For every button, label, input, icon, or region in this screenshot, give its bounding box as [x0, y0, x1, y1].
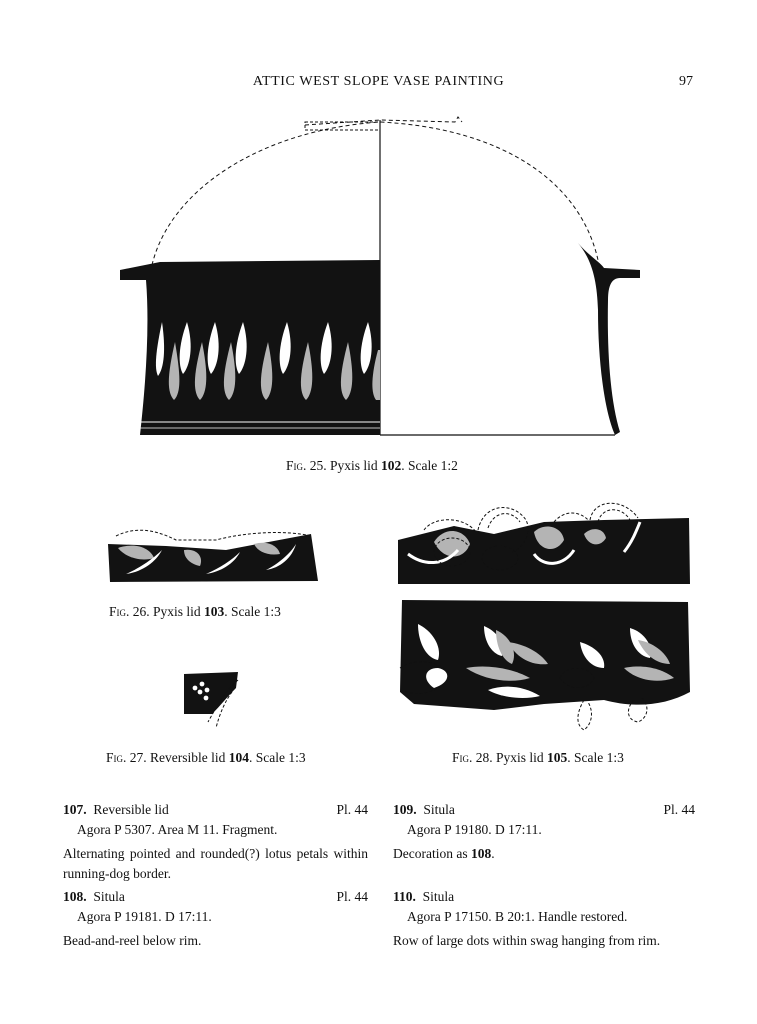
entry-description: Row of large dots within swag hanging from rim.: [393, 933, 661, 948]
fig26-drawing: [106, 526, 321, 588]
entry-number: 108.: [63, 889, 87, 904]
fig25-caption: Fig. 25. Pyxis lid 102. Scale 1:2: [286, 458, 458, 473]
entry-description: Bead-and-reel below rim.: [63, 933, 202, 948]
entry-provenance: Agora P 19181. D 17:11.: [77, 909, 212, 924]
entry-title: Reversible lid: [93, 802, 169, 817]
running-head: ATTIC WEST SLOPE VASE PAINTING: [252, 74, 505, 89]
fig27-drawing: [182, 670, 247, 732]
fig26-caption: Fig. 26. Pyxis lid 103. Scale 1:3: [109, 604, 281, 619]
entry-number: 109.: [393, 802, 417, 817]
fig28-caption: Fig. 28. Pyxis lid 105. Scale 1:3: [452, 750, 624, 765]
entry-description: Alternating pointed and rounded(?) lotus petals within running-dog border.: [63, 846, 368, 881]
fig25-drawing: [110, 110, 650, 445]
plate-ref: Pl. 44: [336, 889, 368, 904]
entry-title: Situla: [93, 889, 125, 904]
entry-provenance: Agora P 17150. B 20:1. Handle restored.: [407, 909, 628, 924]
entry-provenance: Agora P 19180. D 17:11.: [407, 822, 542, 837]
entry-provenance: Agora P 5307. Area M 11. Fragment.: [77, 822, 278, 837]
entry-number: 110.: [393, 889, 416, 904]
catalog-entry-107: [63, 800, 368, 884]
page-number: 97: [679, 74, 693, 89]
plate-ref: Pl. 44: [336, 802, 368, 817]
entry-number: 107.: [63, 802, 87, 817]
fig27-caption: Fig. 27. Reversible lid 104. Scale 1:3: [106, 750, 306, 765]
entry-description: Decoration as 108.: [393, 846, 495, 861]
entry-title: Situla: [422, 889, 455, 904]
catalog-entry-109: [393, 800, 695, 864]
entry-title: Situla: [423, 802, 455, 817]
catalog-entry-110: [393, 887, 695, 951]
catalog-entry-108: [63, 887, 368, 951]
fig28-drawing: [394, 492, 694, 737]
plate-ref: Pl. 44: [663, 802, 695, 817]
